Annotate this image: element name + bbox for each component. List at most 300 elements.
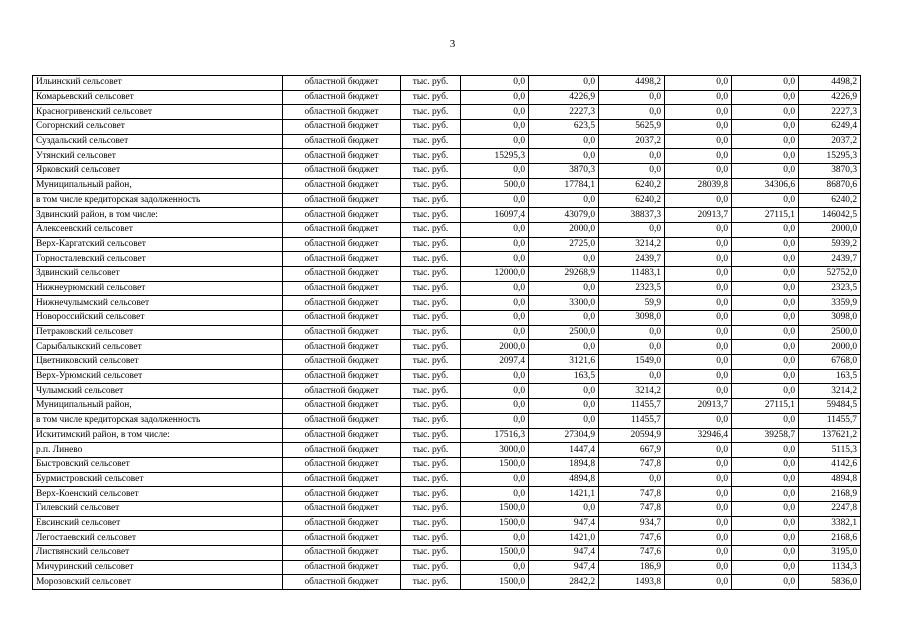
value-cell-1: 0,0: [461, 384, 529, 399]
row-name-cell: Красногривенский сельсовет: [33, 105, 283, 120]
value-cell-4: 0,0: [665, 237, 732, 252]
value-cell-1: 2000,0: [461, 340, 529, 355]
table-row: [33, 325, 861, 340]
row-name-cell: Мичуринский сельсовет: [33, 560, 283, 575]
row-name-cell: Алексеевский сельсовет: [33, 222, 283, 237]
value-cell-2: 2500,0: [529, 325, 599, 340]
value-cell-6: 15295,3: [799, 149, 861, 164]
row-name-cell: Муниципальный район,: [33, 399, 283, 414]
row-name-cell: Цветниковский сельсовет: [33, 355, 283, 370]
value-cell-3: 2323,5: [599, 281, 665, 296]
value-cell-2: 4894,8: [529, 472, 599, 487]
table-body: [33, 76, 861, 590]
row-name-cell: Сарыбалыкский сельсовет: [33, 340, 283, 355]
table-row: [33, 560, 861, 575]
value-cell-3: 747,8: [599, 457, 665, 472]
unit-cell: тыс. руб.: [401, 281, 461, 296]
value-cell-1: 2097,4: [461, 355, 529, 370]
value-cell-6: 4226,9: [799, 90, 861, 105]
value-cell-2: 43079,0: [529, 208, 599, 223]
table-row: [33, 546, 861, 561]
table-row: [33, 413, 861, 428]
funding-source-cell: областной бюджет: [283, 355, 401, 370]
funding-source-cell: областной бюджет: [283, 501, 401, 516]
unit-cell: тыс. руб.: [401, 428, 461, 443]
value-cell-5: 0,0: [732, 311, 799, 326]
value-cell-2: 947,4: [529, 546, 599, 561]
value-cell-6: 146042,5: [799, 208, 861, 223]
value-cell-2: 0,0: [529, 193, 599, 208]
value-cell-5: 0,0: [732, 222, 799, 237]
value-cell-6: 2000,0: [799, 340, 861, 355]
unit-cell: тыс. руб.: [401, 399, 461, 414]
table-row: [33, 340, 861, 355]
unit-cell: тыс. руб.: [401, 472, 461, 487]
funding-source-cell: областной бюджет: [283, 222, 401, 237]
value-cell-2: 3121,6: [529, 355, 599, 370]
funding-source-cell: областной бюджет: [283, 266, 401, 281]
funding-source-cell: областной бюджет: [283, 134, 401, 149]
value-cell-5: 34306,6: [732, 178, 799, 193]
table-row: [33, 501, 861, 516]
value-cell-2: 1894,8: [529, 457, 599, 472]
value-cell-6: 2500,0: [799, 325, 861, 340]
value-cell-6: 5836,0: [799, 575, 861, 590]
value-cell-2: 2227,3: [529, 105, 599, 120]
value-cell-5: 0,0: [732, 443, 799, 458]
value-cell-3: 934,7: [599, 516, 665, 531]
value-cell-3: 0,0: [599, 325, 665, 340]
table-row: [33, 369, 861, 384]
table-row: [33, 193, 861, 208]
value-cell-1: 0,0: [461, 311, 529, 326]
value-cell-6: 3870,3: [799, 164, 861, 179]
value-cell-1: 0,0: [461, 76, 529, 91]
table-row: [33, 252, 861, 267]
row-name-cell: Ильинский сельсовет: [33, 76, 283, 91]
value-cell-4: 0,0: [665, 560, 732, 575]
funding-source-cell: областной бюджет: [283, 208, 401, 223]
funding-source-cell: областной бюджет: [283, 413, 401, 428]
funding-source-cell: областной бюджет: [283, 325, 401, 340]
value-cell-3: 2439,7: [599, 252, 665, 267]
value-cell-4: 0,0: [665, 266, 732, 281]
value-cell-4: 28039,8: [665, 178, 732, 193]
value-cell-2: 2000,0: [529, 222, 599, 237]
unit-cell: тыс. руб.: [401, 222, 461, 237]
value-cell-4: 0,0: [665, 311, 732, 326]
unit-cell: тыс. руб.: [401, 501, 461, 516]
value-cell-1: 0,0: [461, 134, 529, 149]
value-cell-3: 11483,1: [599, 266, 665, 281]
value-cell-6: 2227,3: [799, 105, 861, 120]
unit-cell: тыс. руб.: [401, 311, 461, 326]
value-cell-6: 4142,6: [799, 457, 861, 472]
value-cell-4: 0,0: [665, 90, 732, 105]
value-cell-5: 0,0: [732, 546, 799, 561]
value-cell-3: 186,9: [599, 560, 665, 575]
value-cell-1: 3000,0: [461, 443, 529, 458]
value-cell-3: 5625,9: [599, 120, 665, 135]
value-cell-5: 0,0: [732, 384, 799, 399]
value-cell-2: 1421,0: [529, 531, 599, 546]
unit-cell: тыс. руб.: [401, 575, 461, 590]
value-cell-5: 0,0: [732, 149, 799, 164]
table-row: [33, 457, 861, 472]
value-cell-5: 0,0: [732, 457, 799, 472]
row-name-cell: Евсинский сельсовет: [33, 516, 283, 531]
value-cell-4: 0,0: [665, 369, 732, 384]
value-cell-4: 0,0: [665, 222, 732, 237]
value-cell-3: 6240,2: [599, 193, 665, 208]
budget-table: [32, 75, 861, 590]
value-cell-1: 0,0: [461, 472, 529, 487]
row-name-cell: Здвинский район, в том числе:: [33, 208, 283, 223]
unit-cell: тыс. руб.: [401, 120, 461, 135]
value-cell-5: 0,0: [732, 575, 799, 590]
row-name-cell: Нижнечулымский сельсовет: [33, 296, 283, 311]
value-cell-2: 163,5: [529, 369, 599, 384]
value-cell-1: 0,0: [461, 369, 529, 384]
value-cell-3: 0,0: [599, 472, 665, 487]
value-cell-3: 747,6: [599, 531, 665, 546]
value-cell-3: 667,9: [599, 443, 665, 458]
funding-source-cell: областной бюджет: [283, 340, 401, 355]
unit-cell: тыс. руб.: [401, 369, 461, 384]
value-cell-1: 0,0: [461, 296, 529, 311]
unit-cell: тыс. руб.: [401, 149, 461, 164]
unit-cell: тыс. руб.: [401, 105, 461, 120]
value-cell-2: 0,0: [529, 501, 599, 516]
value-cell-2: 0,0: [529, 311, 599, 326]
value-cell-4: 0,0: [665, 355, 732, 370]
row-name-cell: Петраковский сельсовет: [33, 325, 283, 340]
value-cell-5: 0,0: [732, 90, 799, 105]
funding-source-cell: областной бюджет: [283, 560, 401, 575]
table-row: [33, 237, 861, 252]
value-cell-2: 2842,2: [529, 575, 599, 590]
value-cell-4: 20913,7: [665, 208, 732, 223]
table-row: [33, 399, 861, 414]
funding-source-cell: областной бюджет: [283, 178, 401, 193]
table-row: [33, 178, 861, 193]
unit-cell: тыс. руб.: [401, 516, 461, 531]
value-cell-3: 0,0: [599, 149, 665, 164]
value-cell-1: 0,0: [461, 120, 529, 135]
table-row: [33, 266, 861, 281]
table-row: [33, 531, 861, 546]
value-cell-5: 0,0: [732, 531, 799, 546]
value-cell-6: 2439,7: [799, 252, 861, 267]
row-name-cell: Комарьевский сельсовет: [33, 90, 283, 105]
funding-source-cell: областной бюджет: [283, 76, 401, 91]
funding-source-cell: областной бюджет: [283, 296, 401, 311]
unit-cell: тыс. руб.: [401, 193, 461, 208]
value-cell-6: 5115,3: [799, 443, 861, 458]
row-name-cell: р.п. Линево: [33, 443, 283, 458]
unit-cell: тыс. руб.: [401, 76, 461, 91]
value-cell-5: 0,0: [732, 325, 799, 340]
table-row: [33, 208, 861, 223]
value-cell-2: 0,0: [529, 384, 599, 399]
row-name-cell: Гилевский сельсовет: [33, 501, 283, 516]
value-cell-4: 0,0: [665, 413, 732, 428]
value-cell-5: 0,0: [732, 76, 799, 91]
value-cell-2: 947,4: [529, 560, 599, 575]
value-cell-6: 6768,0: [799, 355, 861, 370]
row-name-cell: Нижнеурюмский сельсовет: [33, 281, 283, 296]
row-name-cell: Морозовский сельсовет: [33, 575, 283, 590]
table-row: [33, 516, 861, 531]
value-cell-5: 0,0: [732, 252, 799, 267]
unit-cell: тыс. руб.: [401, 164, 461, 179]
value-cell-5: 0,0: [732, 237, 799, 252]
value-cell-4: 0,0: [665, 501, 732, 516]
value-cell-3: 0,0: [599, 164, 665, 179]
value-cell-5: 0,0: [732, 487, 799, 502]
value-cell-6: 3195,0: [799, 546, 861, 561]
value-cell-5: 0,0: [732, 472, 799, 487]
row-name-cell: Бурмистровский сельсовет: [33, 472, 283, 487]
unit-cell: тыс. руб.: [401, 296, 461, 311]
value-cell-4: 0,0: [665, 472, 732, 487]
value-cell-3: 3098,0: [599, 311, 665, 326]
row-name-cell: Здвинский сельсовет: [33, 266, 283, 281]
value-cell-3: 3214,2: [599, 384, 665, 399]
value-cell-4: 0,0: [665, 457, 732, 472]
value-cell-6: 5939,2: [799, 237, 861, 252]
row-name-cell: Новороссийский сельсовет: [33, 311, 283, 326]
value-cell-1: 0,0: [461, 487, 529, 502]
value-cell-5: 0,0: [732, 413, 799, 428]
value-cell-5: 0,0: [732, 516, 799, 531]
value-cell-1: 1500,0: [461, 546, 529, 561]
unit-cell: тыс. руб.: [401, 384, 461, 399]
value-cell-1: 0,0: [461, 413, 529, 428]
value-cell-1: 0,0: [461, 531, 529, 546]
value-cell-2: 947,4: [529, 516, 599, 531]
value-cell-4: 20913,7: [665, 399, 732, 414]
unit-cell: тыс. руб.: [401, 252, 461, 267]
value-cell-1: 0,0: [461, 252, 529, 267]
funding-source-cell: областной бюджет: [283, 384, 401, 399]
unit-cell: тыс. руб.: [401, 443, 461, 458]
value-cell-1: 0,0: [461, 325, 529, 340]
value-cell-1: 0,0: [461, 560, 529, 575]
value-cell-6: 163,5: [799, 369, 861, 384]
value-cell-3: 4498,2: [599, 76, 665, 91]
value-cell-2: 0,0: [529, 252, 599, 267]
value-cell-1: 15295,3: [461, 149, 529, 164]
value-cell-6: 2037,2: [799, 134, 861, 149]
value-cell-1: 0,0: [461, 222, 529, 237]
value-cell-1: 0,0: [461, 281, 529, 296]
value-cell-3: 38837,3: [599, 208, 665, 223]
funding-source-cell: областной бюджет: [283, 281, 401, 296]
funding-source-cell: областной бюджет: [283, 237, 401, 252]
row-name-cell: Легостаевский сельсовет: [33, 531, 283, 546]
value-cell-6: 3359,9: [799, 296, 861, 311]
value-cell-3: 0,0: [599, 90, 665, 105]
value-cell-3: 1549,0: [599, 355, 665, 370]
unit-cell: тыс. руб.: [401, 134, 461, 149]
value-cell-4: 0,0: [665, 149, 732, 164]
unit-cell: тыс. руб.: [401, 413, 461, 428]
unit-cell: тыс. руб.: [401, 560, 461, 575]
value-cell-6: 11455,7: [799, 413, 861, 428]
page-number: 3: [449, 38, 456, 50]
unit-cell: тыс. руб.: [401, 546, 461, 561]
value-cell-3: 747,6: [599, 546, 665, 561]
value-cell-4: 0,0: [665, 546, 732, 561]
funding-source-cell: областной бюджет: [283, 575, 401, 590]
row-name-cell: Искитимский район, в том числе:: [33, 428, 283, 443]
value-cell-5: 0,0: [732, 340, 799, 355]
unit-cell: тыс. руб.: [401, 340, 461, 355]
value-cell-4: 0,0: [665, 296, 732, 311]
row-name-cell: Горносталевский сельсовет: [33, 252, 283, 267]
row-name-cell: Верх-Коенский сельсовет: [33, 487, 283, 502]
funding-source-cell: областной бюджет: [283, 311, 401, 326]
unit-cell: тыс. руб.: [401, 178, 461, 193]
row-name-cell: Ярковский сельсовет: [33, 164, 283, 179]
value-cell-6: 2323,5: [799, 281, 861, 296]
value-cell-2: 27304,9: [529, 428, 599, 443]
table-row: [33, 164, 861, 179]
value-cell-3: 59,9: [599, 296, 665, 311]
value-cell-4: 0,0: [665, 281, 732, 296]
value-cell-5: 27115,1: [732, 208, 799, 223]
value-cell-3: 11455,7: [599, 413, 665, 428]
value-cell-3: 20594,9: [599, 428, 665, 443]
value-cell-3: 3214,2: [599, 237, 665, 252]
funding-source-cell: областной бюджет: [283, 457, 401, 472]
value-cell-6: 3098,0: [799, 311, 861, 326]
table-row: [33, 472, 861, 487]
funding-source-cell: областной бюджет: [283, 472, 401, 487]
value-cell-6: 86870,6: [799, 178, 861, 193]
value-cell-6: 2168,9: [799, 487, 861, 502]
unit-cell: тыс. руб.: [401, 90, 461, 105]
value-cell-2: 0,0: [529, 340, 599, 355]
funding-source-cell: областной бюджет: [283, 149, 401, 164]
value-cell-4: 0,0: [665, 105, 732, 120]
value-cell-2: 2725,0: [529, 237, 599, 252]
value-cell-2: 623,5: [529, 120, 599, 135]
funding-source-cell: областной бюджет: [283, 399, 401, 414]
table-row: [33, 281, 861, 296]
row-name-cell: Чулымский сельсовет: [33, 384, 283, 399]
value-cell-5: 0,0: [732, 355, 799, 370]
table-row: [33, 487, 861, 502]
value-cell-3: 11455,7: [599, 399, 665, 414]
value-cell-2: 0,0: [529, 413, 599, 428]
value-cell-3: 6240,2: [599, 178, 665, 193]
funding-source-cell: областной бюджет: [283, 546, 401, 561]
unit-cell: тыс. руб.: [401, 531, 461, 546]
row-name-cell: Верх-Каргатский сельсовет: [33, 237, 283, 252]
value-cell-2: 1421,1: [529, 487, 599, 502]
value-cell-1: 12000,0: [461, 266, 529, 281]
value-cell-3: 0,0: [599, 369, 665, 384]
value-cell-6: 6249,4: [799, 120, 861, 135]
value-cell-1: 0,0: [461, 237, 529, 252]
value-cell-6: 3214,2: [799, 384, 861, 399]
value-cell-4: 0,0: [665, 487, 732, 502]
value-cell-6: 2247,8: [799, 501, 861, 516]
row-name-cell: Верх-Урюмский сельсовет: [33, 369, 283, 384]
funding-source-cell: областной бюджет: [283, 531, 401, 546]
value-cell-6: 137621,2: [799, 428, 861, 443]
value-cell-1: 16097,4: [461, 208, 529, 223]
funding-source-cell: областной бюджет: [283, 516, 401, 531]
value-cell-2: 0,0: [529, 399, 599, 414]
table-row: [33, 105, 861, 120]
value-cell-4: 0,0: [665, 120, 732, 135]
row-name-cell: Быстровский сельсовет: [33, 457, 283, 472]
value-cell-4: 32946,4: [665, 428, 732, 443]
unit-cell: тыс. руб.: [401, 487, 461, 502]
table-row: [33, 311, 861, 326]
value-cell-3: 747,8: [599, 487, 665, 502]
value-cell-6: 1134,3: [799, 560, 861, 575]
value-cell-1: 1500,0: [461, 501, 529, 516]
value-cell-1: 17516,3: [461, 428, 529, 443]
unit-cell: тыс. руб.: [401, 237, 461, 252]
unit-cell: тыс. руб.: [401, 266, 461, 281]
value-cell-3: 0,0: [599, 340, 665, 355]
row-name-cell: в том числе кредиторская задолженность: [33, 193, 283, 208]
table-row: [33, 134, 861, 149]
table-row: [33, 149, 861, 164]
value-cell-1: 1500,0: [461, 516, 529, 531]
table-row: [33, 428, 861, 443]
value-cell-5: 0,0: [732, 296, 799, 311]
value-cell-5: 0,0: [732, 193, 799, 208]
value-cell-4: 0,0: [665, 193, 732, 208]
funding-source-cell: областной бюджет: [283, 487, 401, 502]
value-cell-1: 1500,0: [461, 575, 529, 590]
value-cell-3: 2037,2: [599, 134, 665, 149]
value-cell-2: 3870,3: [529, 164, 599, 179]
value-cell-2: 0,0: [529, 149, 599, 164]
row-name-cell: Утянский сельсовет: [33, 149, 283, 164]
row-name-cell: Муниципальный район,: [33, 178, 283, 193]
value-cell-5: 0,0: [732, 134, 799, 149]
table-row: [33, 355, 861, 370]
value-cell-6: 59484,5: [799, 399, 861, 414]
funding-source-cell: областной бюджет: [283, 369, 401, 384]
value-cell-1: 0,0: [461, 90, 529, 105]
funding-source-cell: областной бюджет: [283, 443, 401, 458]
value-cell-3: 1493,8: [599, 575, 665, 590]
funding-source-cell: областной бюджет: [283, 90, 401, 105]
value-cell-2: 4226,9: [529, 90, 599, 105]
value-cell-5: 0,0: [732, 560, 799, 575]
table-row: [33, 443, 861, 458]
value-cell-5: 0,0: [732, 266, 799, 281]
row-name-cell: Листвянский сельсовет: [33, 546, 283, 561]
table-row: [33, 384, 861, 399]
table-row: [33, 90, 861, 105]
value-cell-4: 0,0: [665, 443, 732, 458]
row-name-cell: в том числе кредиторская задолженность: [33, 413, 283, 428]
funding-source-cell: областной бюджет: [283, 428, 401, 443]
value-cell-6: 4498,2: [799, 76, 861, 91]
table-row: [33, 76, 861, 91]
value-cell-3: 0,0: [599, 222, 665, 237]
value-cell-2: 3300,0: [529, 296, 599, 311]
